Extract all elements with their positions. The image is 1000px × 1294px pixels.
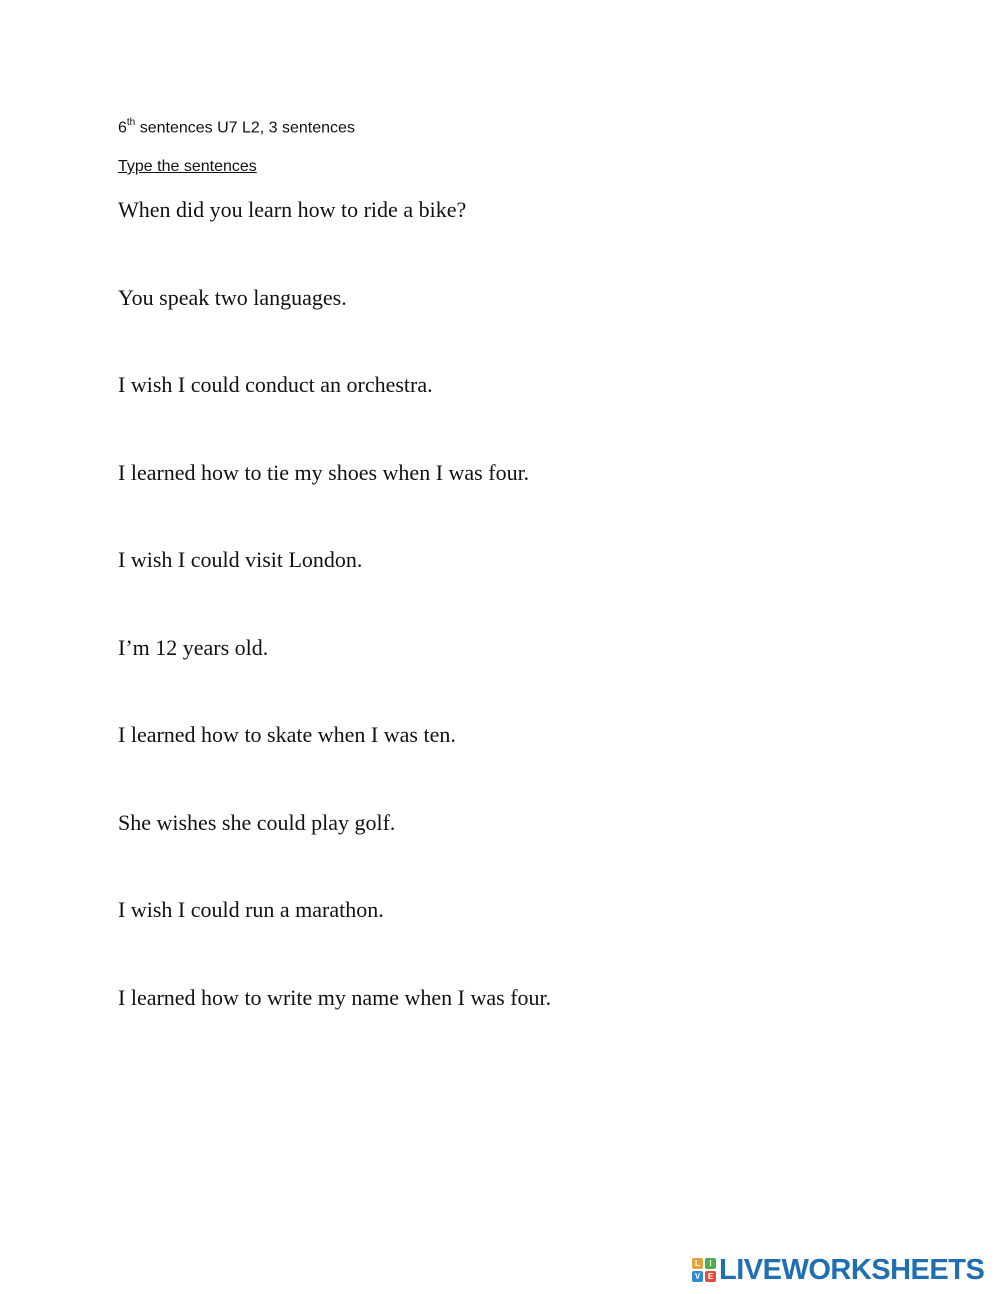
title-rest: sentences U7 L2, 3 sentences	[135, 119, 355, 137]
sentence-list	[118, 195, 551, 1070]
worksheet-title	[118, 118, 355, 137]
sentence-4: I learned how to tie my shoes when I was four.	[118, 459, 530, 485]
instruction-text: Type the sentences	[118, 158, 257, 175]
title-number: 6	[118, 119, 127, 137]
sentence-9: I wish I could run a marathon.	[118, 897, 384, 922]
sentence-7: I learned how to skate when I was ten.	[118, 722, 456, 747]
title-superscript: th	[126, 117, 136, 128]
logo-mark-letter-e: E	[705, 1271, 716, 1282]
sentence-6: I’m 12 years old.	[118, 634, 269, 660]
sentence-1: When did you learn how to ride a bike?	[118, 197, 467, 222]
logo-mark-letter-i: I	[705, 1258, 716, 1269]
logo-mark-icon	[692, 1258, 716, 1282]
logo-mark-letter-l: L	[692, 1258, 703, 1269]
sentence-8: She wishes she could play golf.	[118, 809, 396, 835]
sentence-10: I learned how to write my name when I was four.	[118, 984, 552, 1010]
logo-mark-letter-v: V	[692, 1271, 703, 1282]
sentence-3: I wish I could conduct an orchestra.	[118, 372, 433, 397]
liveworksheets-logo	[692, 1252, 984, 1288]
sentence-2: You speak two languages.	[118, 284, 347, 310]
logo-wordmark: LIVEWORKSHEETS	[719, 1253, 985, 1286]
sentence-5: I wish I could visit London.	[118, 547, 363, 572]
